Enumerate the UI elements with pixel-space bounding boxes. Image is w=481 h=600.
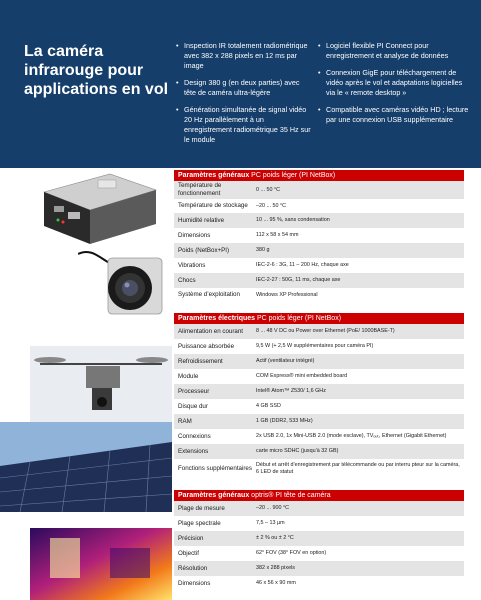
table-row [174, 199, 464, 213]
row-value: 382 x 288 pixels [256, 565, 295, 571]
row-label: Connexions [178, 432, 211, 440]
row-value: IEC-2-6 : 3G, 11 – 200 Hz, chaque axe [256, 262, 349, 268]
row-label: Module [178, 372, 199, 380]
feature-item: • Compatible avec caméras vidéo HD ; lecture par une connexion USB supplémentaire [318, 105, 470, 125]
section-subtitle: optris® PI tête de caméra [251, 492, 331, 499]
table-row [174, 516, 464, 531]
spec-table-camera-head [174, 490, 464, 591]
row-value: –20 ... 900 °C [256, 505, 290, 511]
product-images [0, 168, 172, 600]
row-label: Dimensions [178, 579, 211, 587]
row-value: Intel® Atom™ Z530/ 1,6 GHz [256, 388, 326, 394]
header-band [0, 0, 481, 168]
section-subtitle: PC poids léger (PI NetBox) [257, 315, 342, 322]
row-label: Alimentation en courant [178, 327, 244, 335]
section-subtitle: PC poids léger (PI NetBox) [251, 172, 336, 179]
row-label: Résolution [178, 564, 208, 572]
page-title: La caméra infrarouge pour applications en vol [24, 43, 169, 98]
table-row [174, 213, 464, 228]
table-row [174, 576, 464, 591]
row-value: Début et arrêt d’enregistrement par télécommande ou par interru pteur sur la caméra, 6 LED de statut [256, 462, 460, 475]
table-row [174, 258, 464, 273]
row-value: 4 GB SSD [256, 403, 281, 409]
table-row [174, 339, 464, 354]
feature-item: • Design 380 g (en deux parties) avec tête de caméra ultra-légère [176, 78, 312, 98]
row-label: Extensions [178, 447, 209, 455]
row-label: Fonctions supplémentaires [178, 465, 252, 472]
row-label: Processeur [178, 387, 210, 395]
row-value: 112 x 58 x 54 mm [256, 232, 299, 238]
row-label: Précision [178, 534, 204, 542]
table-row [174, 531, 464, 546]
row-label: Plage spectrale [178, 519, 221, 527]
row-label: RAM [178, 417, 192, 425]
feature-item: • Logiciel flexible PI Connect pour enregistrement et analyse de données [318, 41, 470, 61]
row-label: Plage de mesure [178, 504, 225, 512]
netbox-pc-image [36, 170, 166, 250]
table-row [174, 384, 464, 399]
row-value: 10 ... 95 %, sans condensation [256, 217, 330, 223]
table-row [174, 501, 464, 516]
feature-item: • Connexion GigE pour téléchargement de vidéo après le vol et adaptations logicielles via le « remote desktop » [318, 68, 470, 98]
row-value: 62° FOV (38° FOV en option) [256, 550, 327, 556]
row-value: 380 g [256, 247, 270, 253]
table-row [174, 324, 464, 339]
row-label: Dimensions [178, 231, 211, 239]
row-label: Refroidissement [178, 357, 223, 365]
feature-item: • Inspection IR totalement radiométrique avec 382 x 288 pixels en 12 ms par image [176, 41, 312, 71]
feature-item: • Génération simultanée de signal vidéo 20 Hz parallèlement à un enregistrement radiométrique 35 Hz sur le module [176, 105, 312, 145]
row-label: Chocs [178, 276, 196, 284]
spec-table-electrical [174, 313, 464, 479]
row-value: ± 2 % ou ± 2 °C [256, 535, 294, 541]
row-value: 8 ... 48 V DC ou Power over Ethernet (PoE/ 1000BASE-T) [256, 328, 395, 334]
feature-list-left [176, 41, 312, 152]
row-label: Température de stockage [178, 202, 248, 209]
row-value: 7,5 – 13 µm [256, 520, 285, 526]
row-value: 1 GB (DDR2, 533 MHz) [256, 418, 313, 424]
row-value: COM Express® mini embedded board [256, 373, 348, 379]
row-value: IEC-2-27 : 50G, 11 ms, chaque axe [256, 277, 341, 283]
section-title: Paramètres électriques [178, 315, 256, 322]
table-row [174, 369, 464, 384]
table-row [174, 354, 464, 369]
thermal-image [30, 528, 172, 600]
row-value: Actif (ventilateur intégré) [256, 358, 315, 364]
row-label: Vibrations [178, 261, 206, 269]
table-row [174, 399, 464, 414]
table-row [174, 414, 464, 429]
table-row [174, 429, 464, 444]
table-row [174, 459, 464, 479]
table-row [174, 288, 464, 302]
row-value: 0 ... 50 °C [256, 186, 281, 193]
ir-camera-image [78, 244, 170, 330]
section-title: Paramètres généraux [178, 492, 250, 499]
solar-panels-image [0, 422, 172, 512]
row-value: 9,5 W (+ 2,5 W supplémentaires pour caméra PI) [256, 343, 374, 349]
table-row [174, 181, 464, 199]
table-row [174, 444, 464, 459]
table-row [174, 243, 464, 258]
row-value: Windows XP Professional [256, 291, 318, 298]
section-header [174, 490, 464, 501]
table-row [174, 273, 464, 288]
drone-image [30, 346, 172, 422]
section-header [174, 170, 464, 181]
table-row [174, 561, 464, 576]
row-label: Température de fonctionnement [178, 182, 222, 197]
section-header [174, 313, 464, 324]
row-value: –20 ... 50 °C [256, 202, 287, 209]
spec-table-general [174, 170, 464, 302]
row-value: 46 x 56 x 90 mm [256, 580, 296, 586]
row-value: carte micro SDHC (jusqu’à 32 GB) [256, 448, 339, 454]
row-label: Disque dur [178, 402, 208, 410]
row-label: Objectif [178, 549, 199, 557]
row-label: Puissance absorbée [178, 342, 235, 350]
feature-list-right [318, 41, 470, 132]
row-label: Poids (NetBox+PI) [178, 246, 230, 254]
row-label: Humidité relative [178, 216, 225, 224]
row-value: 2x USB 2.0, 1x Mini-USB 2.0 (mode esclave), TVₒᵤₜ, Ethernet (Gigabit Ethernet) [256, 433, 447, 439]
table-row [174, 546, 464, 561]
section-title: Paramètres généraux [178, 172, 250, 179]
table-row [174, 228, 464, 243]
row-label: Système d’exploitation [178, 291, 240, 298]
